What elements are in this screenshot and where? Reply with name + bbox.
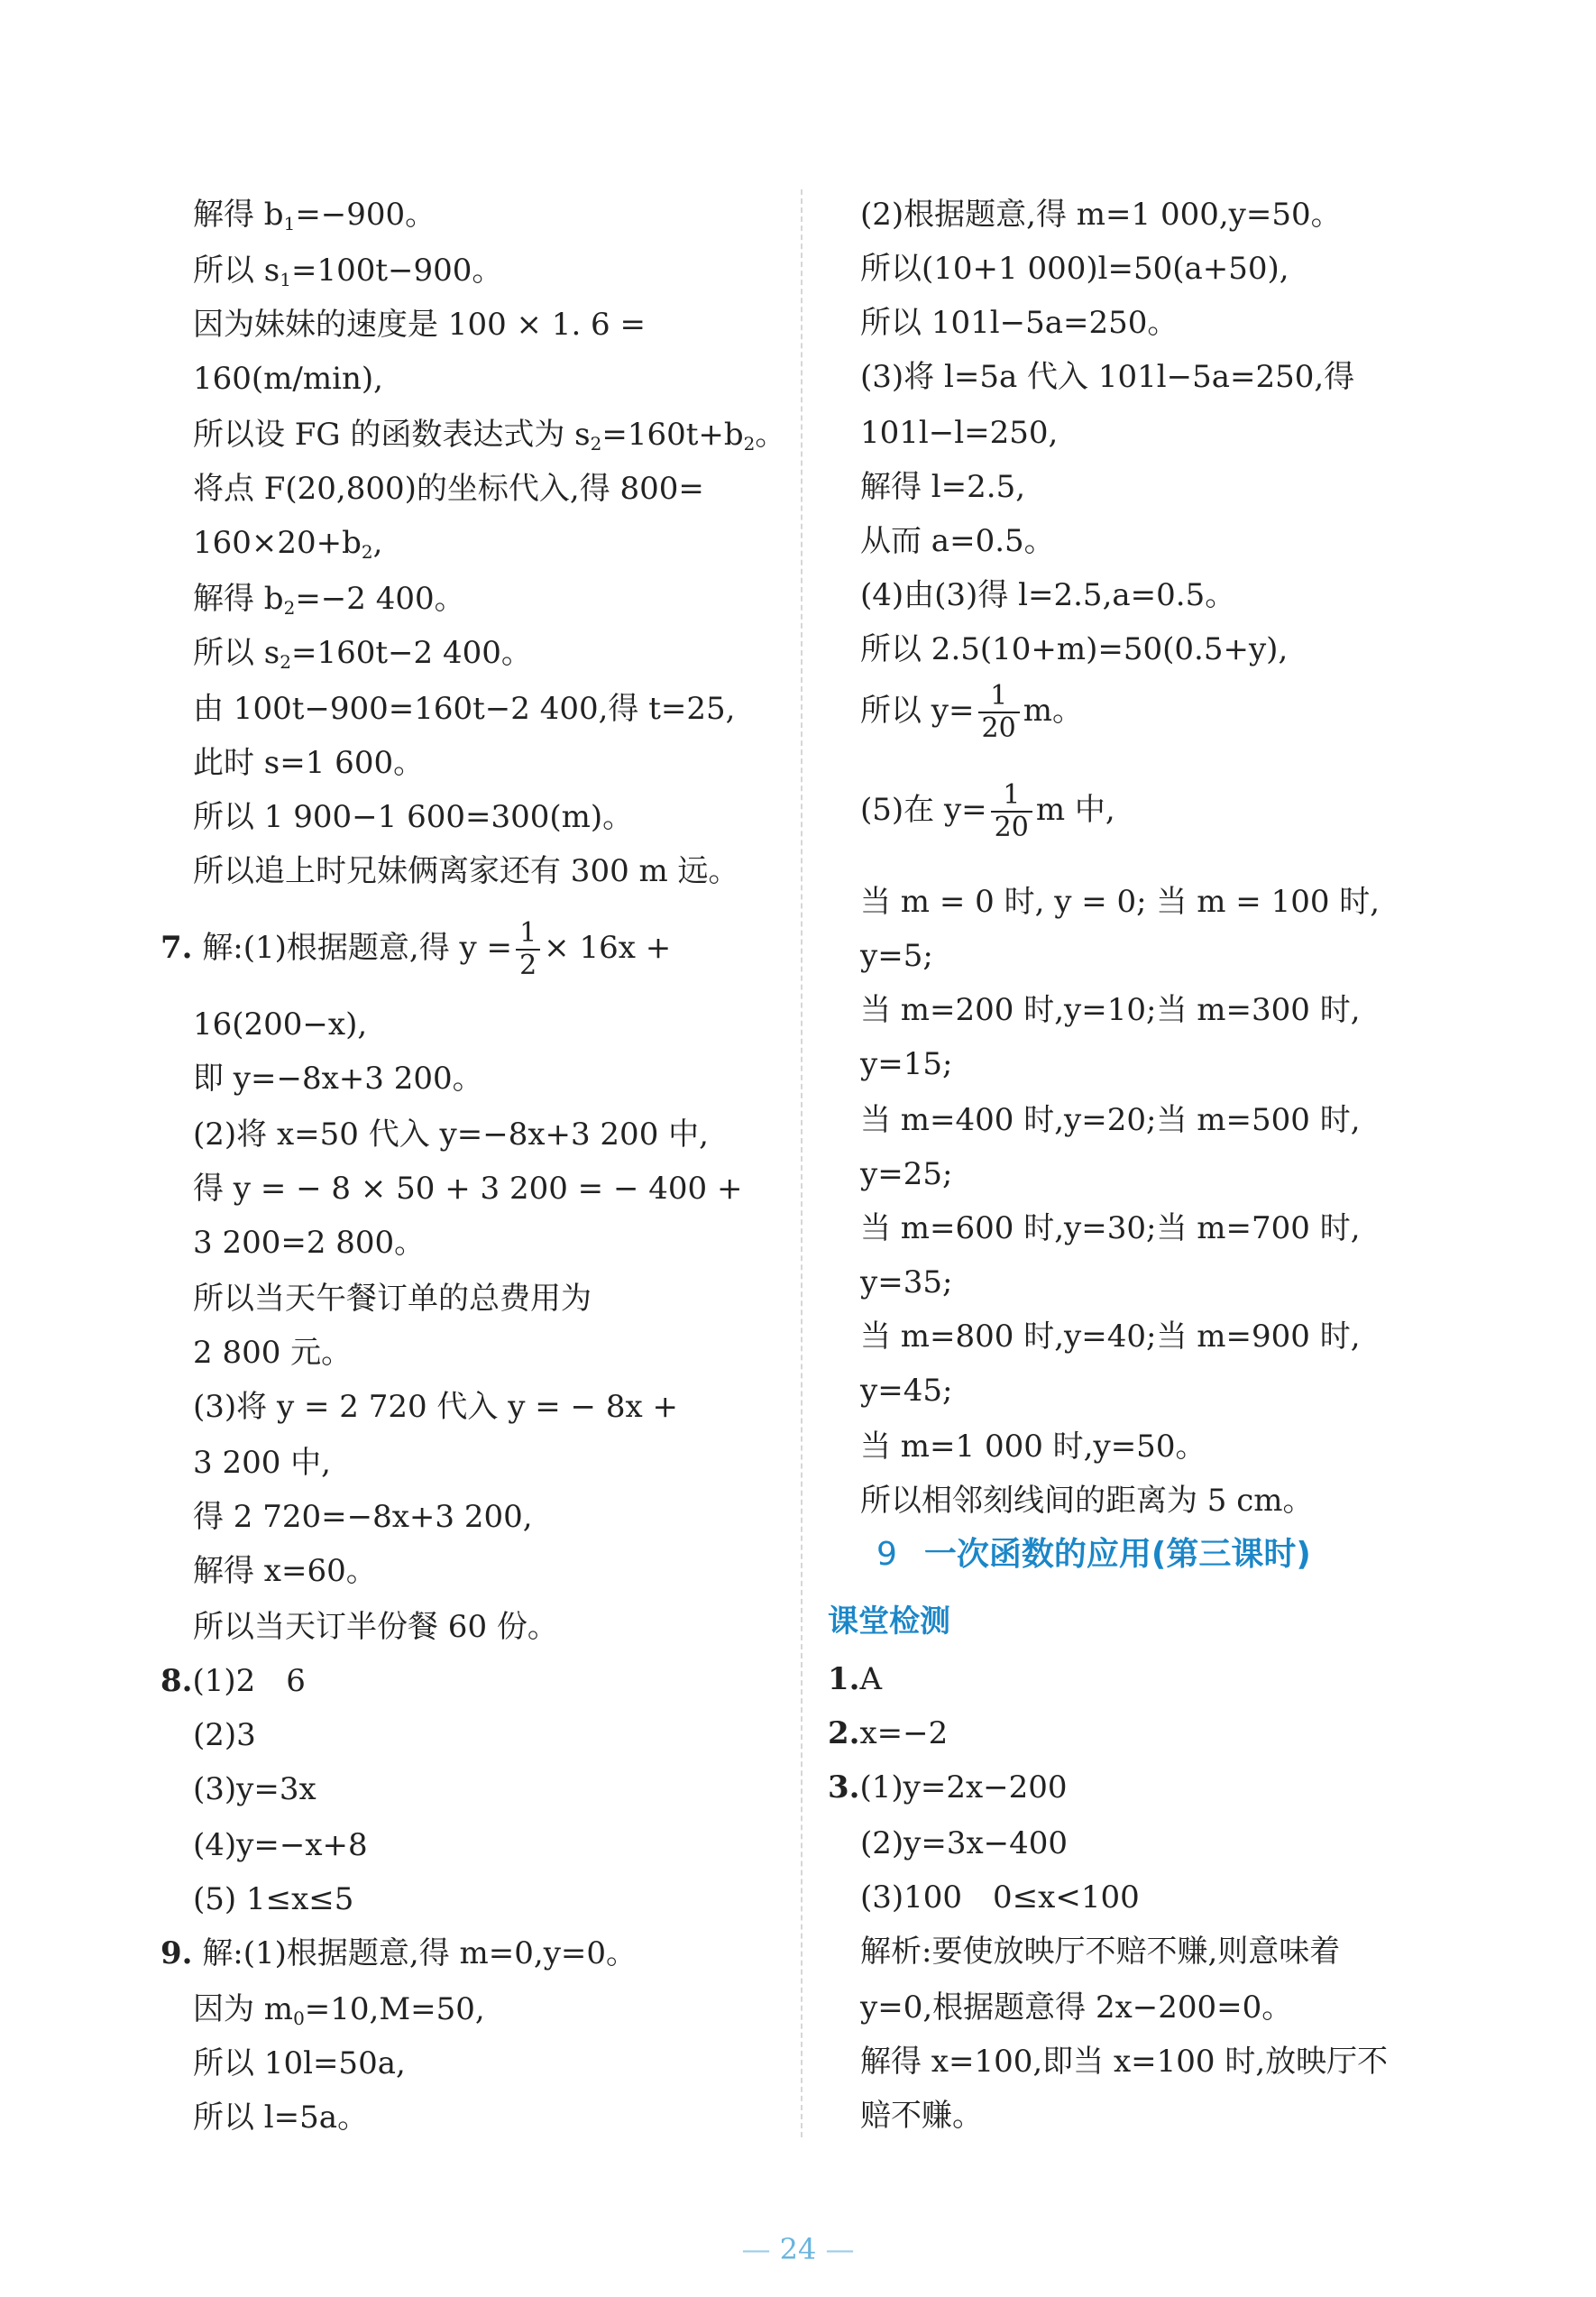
text-line-fraction: (5)在 y= $\frac{1}{20}$ m 中, [860, 779, 1115, 843]
text-line: 160(m/min), [193, 361, 383, 397]
fraction: $\frac{1}{20}$ [978, 681, 1020, 744]
text-line: (3)将 l=5a 代入 101l−5a=250,得 [860, 359, 1355, 395]
text-line: y=25; [860, 1156, 953, 1192]
text-line: y=15; [860, 1046, 953, 1082]
text-line-fraction: 所以 y= $\frac{1}{20}$ m。 [860, 680, 1083, 744]
text-line: 3 200=2 800。 [193, 1225, 426, 1261]
text-line: 将点 F(20,800)的坐标代入,得 800= [193, 471, 704, 507]
text-line: 即 y=−8x+3 200。 [193, 1061, 483, 1097]
text-line: (3)将 y = 2 720 代入 y = − 8x + [193, 1389, 678, 1425]
text-line: 所以 2.5(10+m)=50(0.5+y), [860, 631, 1289, 667]
text-line: 从而 a=0.5。 [860, 523, 1055, 559]
text-line: 解得 $b_1=-900$。 [193, 197, 436, 234]
text-line: $160\times 20+b_2$, [193, 525, 383, 563]
text-line: 所以 $s_1=100t-900$。 [193, 253, 503, 290]
text-line: 此时 s=1 600。 [193, 745, 425, 781]
text-line: (5) 1≤x≤5 [193, 1881, 354, 1917]
text-line: 101l−l=250, [860, 415, 1059, 451]
text-line: (4)y=−x+8 [193, 1827, 368, 1863]
fraction: $\frac{1}{2}$ [516, 918, 540, 981]
text-line: 当 m=600 时,y=30;当 m=700 时, [860, 1210, 1361, 1246]
text-line: 所以当天订半份餐 60 份。 [193, 1609, 558, 1645]
text-line: 所以 101l−5a=250。 [860, 305, 1179, 341]
question-9-line: 9. 解:(1)根据题意,得 m=0,y=0。 [161, 1935, 637, 1971]
text-line: 得 2 720=−8x+3 200, [193, 1499, 533, 1535]
text-line: (2)3 [193, 1717, 256, 1753]
sub-heading: 课堂检测 [828, 1603, 950, 1640]
text-line: 所以追上时兄妹俩离家还有 300 m 远。 [193, 853, 739, 889]
text-line: 所以 1 900−1 600=300(m)。 [193, 799, 634, 835]
text-line: (2)y=3x−400 [860, 1825, 1069, 1861]
text-line: 得 y = − 8 × 50 + 3 200 = − 400 + [193, 1171, 743, 1207]
answer-1: 1.A [828, 1661, 883, 1697]
text-line: 所以当天午餐订单的总费用为 [193, 1281, 592, 1317]
text-line: 因为妹妹的速度是 100 × 1. 6 = [193, 307, 646, 343]
text-line: 解得 x=60。 [193, 1553, 377, 1589]
text-line: 所以设 FG 的函数表达式为 $s_2=160t+b_2$。 [193, 417, 786, 455]
text-line: 当 m=1 000 时,y=50。 [860, 1429, 1206, 1465]
text-line: 当 m=400 时,y=20;当 m=500 时, [860, 1102, 1361, 1138]
text-line: 解得 x=100,即当 x=100 时,放映厅不 [860, 2044, 1389, 2080]
text-line: y=0,根据题意得 2x−200=0。 [860, 1989, 1293, 2026]
text-line: (2)将 x=50 代入 y=−8x+3 200 中, [193, 1116, 709, 1153]
fraction: $\frac{1}{20}$ [991, 780, 1032, 843]
text-line: 解得 l=2.5, [860, 469, 1026, 505]
text-line: (4)由(3)得 l=2.5,a=0.5。 [860, 577, 1236, 613]
text-line: (2)根据题意,得 m=1 000,y=50。 [860, 197, 1342, 233]
page-number: — 24 — [741, 2232, 855, 2266]
question-number: 8. [161, 1663, 193, 1699]
text-line: (3)y=3x [193, 1771, 316, 1807]
text-line: 所以相邻刻线间的距离为 5 cm。 [860, 1483, 1314, 1519]
answer-3: 3.(1)y=2x−200 [828, 1769, 1068, 1805]
text-line: 3 200 中, [193, 1445, 331, 1481]
text-line: 赔不赚。 [860, 2098, 983, 2134]
text-line: 所以 $s_2=160t-2$ 400。 [193, 635, 532, 673]
text-line: y=5; [860, 938, 933, 974]
column-divider [801, 189, 803, 2137]
question-7-line: 7. 解:(1)根据题意,得 y = $\frac{1}{2}$ × 16x + [161, 917, 672, 981]
question-number: 9. [161, 1935, 193, 1971]
answer-2: 2.x=−2 [828, 1715, 949, 1751]
text-line: 由 100t−900=160t−2 400,得 t=25, [193, 691, 736, 727]
text-line: 2 800 元。 [193, 1335, 353, 1371]
text-line: (3)100 0≤x<100 [860, 1879, 1140, 1916]
section-heading: 9 一次函数的应用(第三课时) [876, 1536, 1311, 1573]
text-line: 所以(10+1 000)l=50(a+50), [860, 251, 1289, 287]
text-line: 16(200−x), [193, 1006, 368, 1043]
text-line: y=35; [860, 1264, 953, 1300]
question-8-line: 8.(1)2 6 [161, 1663, 306, 1699]
question-number: 7. [161, 930, 193, 966]
text-line: 因为 $m_0=10,M=50$, [193, 1991, 485, 2029]
text-line: 解得 $b_2=-2$ 400。 [193, 581, 465, 619]
text-line: 当 m=800 时,y=40;当 m=900 时, [860, 1318, 1361, 1355]
text-line: 所以 l=5a。 [193, 2099, 369, 2136]
text-line: 当 m=200 时,y=10;当 m=300 时, [860, 992, 1361, 1028]
text-line: 所以 10l=50a, [193, 2045, 406, 2081]
text-line: y=45; [860, 1373, 953, 1409]
text-line: 解析:要使放映厅不赔不赚,则意味着 [860, 1934, 1341, 1970]
text-line: 当 m = 0 时, y = 0; 当 m = 100 时, [860, 884, 1380, 920]
